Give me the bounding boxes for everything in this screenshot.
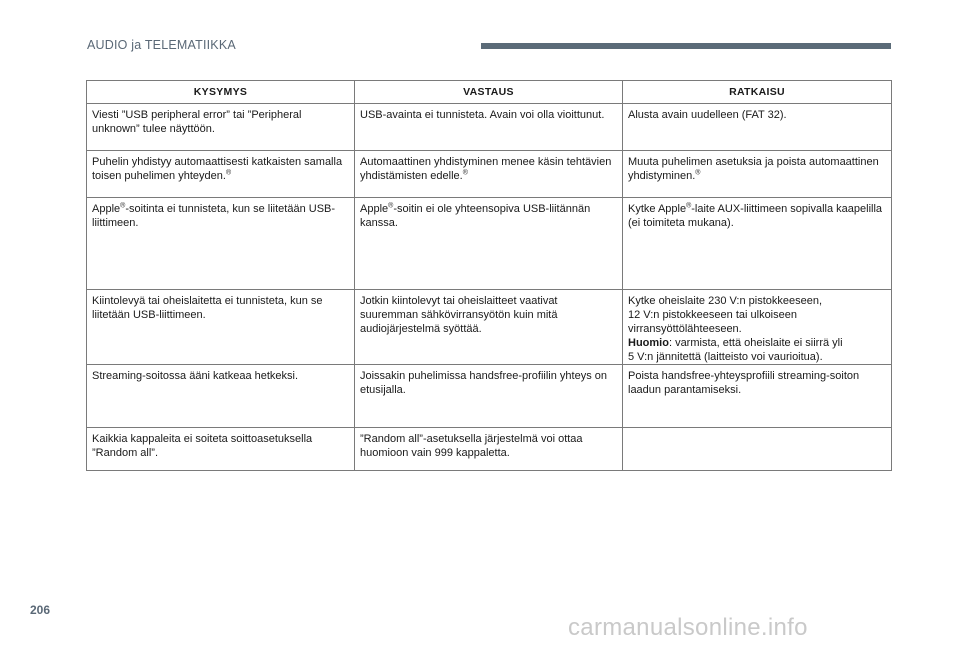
registered-mark: ®	[695, 169, 701, 177]
question-cell	[87, 365, 355, 428]
header-bar	[481, 43, 891, 49]
registered-mark: ®	[120, 202, 126, 210]
question-text: Viesti ”USB peripheral error” tai ”Peripheral unknown” tulee näyttöön.	[92, 109, 302, 135]
registered-mark: ®	[686, 202, 692, 210]
solution-cell	[623, 365, 892, 428]
solution-text: Poista handsfree-yhteysprofiili streaming-soiton laadun parantamiseksi.	[628, 370, 860, 396]
answer-text: USB-avainta ei tunnisteta. Avain voi olla vioittunut.	[360, 109, 605, 121]
registered-mark: ®	[225, 169, 232, 177]
answer-cell	[355, 365, 623, 428]
solution-cell	[623, 290, 892, 365]
answer-cell	[355, 428, 623, 471]
answer-text: ”Random all”-asetuksella järjestelmä voi ottaa huomioon vain 999 kappaletta.	[360, 433, 583, 459]
question-text-start: Apple	[92, 203, 121, 215]
table-row	[87, 104, 892, 151]
answer-text: Automaattinen yhdistyminen menee käsin tehtävien yhdistämisten edelle.	[360, 156, 612, 182]
registered-mark: ®	[388, 202, 394, 210]
section-title: AUDIO ja TELEMATIIKKA	[87, 38, 236, 52]
answer-cell	[355, 198, 623, 290]
solution-text-end: -laite AUX-liittimeen sopivalla kaapelilla (ei toimiteta mukana).	[628, 203, 883, 229]
answer-cell	[355, 151, 623, 198]
table-row	[87, 290, 892, 365]
question-cell	[87, 151, 355, 198]
troubleshooting-table	[86, 80, 892, 471]
question-text: Kiintolevyä tai oheislaitetta ei tunnisteta, kun se liitetään USB-liittimeen.	[92, 295, 323, 321]
solution-line: virransyöttölähteeseen.	[628, 323, 742, 335]
question-cell	[87, 290, 355, 365]
column-header-answer: VASTAUS	[355, 81, 623, 104]
solution-text: Muuta puhelimen asetuksia ja poista automaattinen yhdistyminen.	[628, 156, 879, 182]
note-label: Huomio	[628, 337, 669, 349]
note-text: : varmista, että oheislaite ei siirrä yli	[668, 337, 843, 349]
question-cell	[87, 198, 355, 290]
watermark: carmanualsonline.info	[568, 614, 808, 641]
solution-note	[628, 336, 887, 350]
question-text: Streaming-soitossa ääni katkeaa hetkeksi.	[92, 370, 299, 382]
table-row	[87, 151, 892, 198]
question-text-end: -soitinta ei tunnisteta, kun se liitetään USB-liittimeen.	[92, 203, 336, 229]
question-text: Puhelin yhdistyy automaattisesti katkaisten samalla toisen puhelimen yhteyden.	[92, 156, 343, 182]
column-header-question: KYSYMYS	[87, 81, 355, 104]
solution-text: Alusta avain uudelleen (FAT 32).	[628, 109, 787, 121]
answer-text-end: -soitin ei ole yhteensopiva USB-liitännän kanssa.	[360, 203, 591, 229]
solution-cell	[623, 428, 892, 471]
note-text-line2: 5 V:n jännitettä (laitteisto voi vaurioitua).	[628, 351, 823, 363]
answer-text-start: Apple	[360, 203, 389, 215]
solution-text-start: Kytke Apple	[628, 203, 687, 215]
registered-mark: ®	[462, 169, 468, 177]
answer-text: Jotkin kiintolevyt tai oheislaitteet vaativat suuremman sähkövirransyötön kuin mitä audiojärjestelmä syöttää.	[360, 295, 558, 335]
table-row	[87, 198, 892, 290]
solution-cell	[623, 151, 892, 198]
question-cell	[87, 428, 355, 471]
answer-text: Joissakin puhelimissa handsfree-profiilin yhteys on etusijalla.	[360, 370, 608, 396]
solution-line: 12 V:n pistokkeeseen tai ulkoiseen	[628, 309, 797, 321]
table-header-row	[87, 81, 892, 104]
solution-line: Kytke oheislaite 230 V:n pistokkeeseen,	[628, 295, 823, 307]
answer-cell	[355, 290, 623, 365]
solution-cell	[623, 198, 892, 290]
table-row	[87, 365, 892, 428]
table-row	[87, 428, 892, 471]
question-cell	[87, 104, 355, 151]
question-text: Kaikkia kappaleita ei soiteta soittoasetuksella ”Random all”.	[92, 433, 313, 459]
column-header-solution: RATKAISU	[623, 81, 892, 104]
solution-cell	[623, 104, 892, 151]
answer-cell	[355, 104, 623, 151]
page-number: 206	[30, 603, 51, 617]
